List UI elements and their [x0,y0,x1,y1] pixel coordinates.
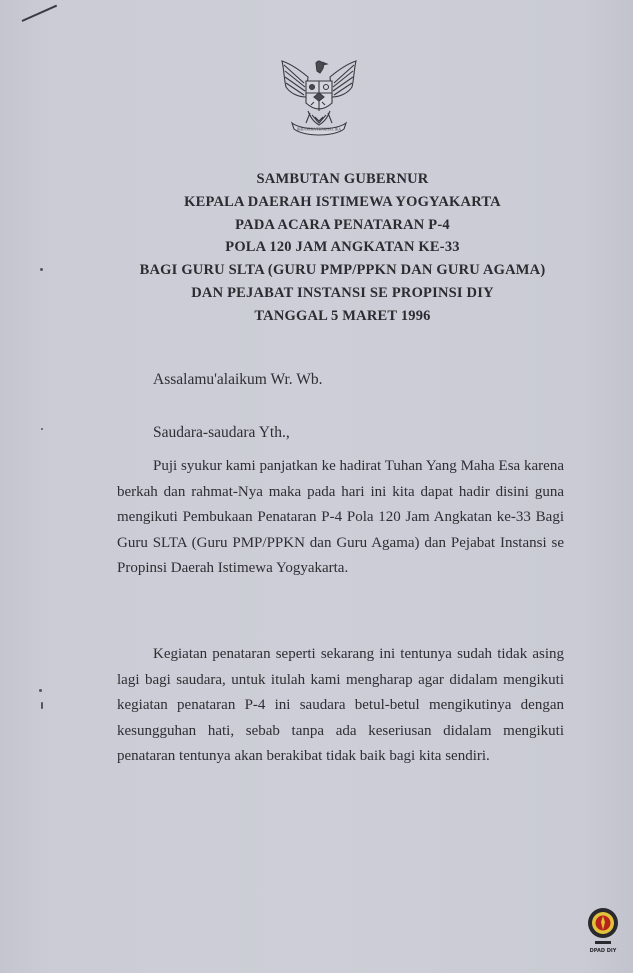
address-line: Saudara-saudara Yth., [153,424,290,441]
salutation: Assalamu'alaikum Wr. Wb. [153,371,323,388]
dpad-diy-logo-icon [586,906,620,958]
title-line: KEPALA DAERAH ISTIMEWA YOGYAKARTA [184,193,501,210]
paper-speck [41,702,43,709]
title-line: DAN PEJABAT INSTANSI SE PROPINSI DIY [191,284,494,301]
speech-title [60,168,625,328]
title-line: BAGI GURU SLTA (GURU PMP/PPKN DAN GURU AGAMA) [139,262,546,279]
title-line: PADA ACARA PENATARAN P-4 [235,216,450,233]
body-paragraph: Kegiatan penataran seperti sekarang ini tentunya sudah tidak asing lagi bagi saudara, untuk itulah kami mengharap agar didalam mengikuti kegiatan penataran P-4 ini saudara betul-betul mengikutinya dengan kesungguhan hati, sebab tanpa ada keseriusan didalam mengikuti penataran tentunya akan berakibat tidak baik bagi kita sendiri. [117,646,564,764]
title-line: SAMBUTAN GUBERNUR [256,171,429,187]
title-line: POLA 120 JAM ANGKATAN KE-33 [225,239,460,256]
paper-speck [41,428,43,430]
paper-speck [40,268,43,271]
body-paragraph: Puji syukur kami panjatkan ke hadirat Tuhan Yang Maha Esa karena berkah dan rahmat-Nya maka pada hari ini kita dapat hadir disini guna mengikuti Pembukaan Penataran P-4 Pola 120 Jam Angkatan ke-33 Bagi Guru SLTA (Guru PMP/PPKN dan Guru Agama) dan Pejabat Instansi se Propinsi Daerah Istimewa Yogyakarta. [117,458,564,576]
paper-speck [39,689,42,692]
watermark-text: DPAD DIY [589,948,617,954]
pen-mark [22,5,58,22]
garuda-emblem-icon [278,57,360,141]
title-line: TANGGAL 5 MARET 1996 [254,307,431,324]
emblem-motto: BHINNEKA TUNGGAL IKA [297,127,341,132]
